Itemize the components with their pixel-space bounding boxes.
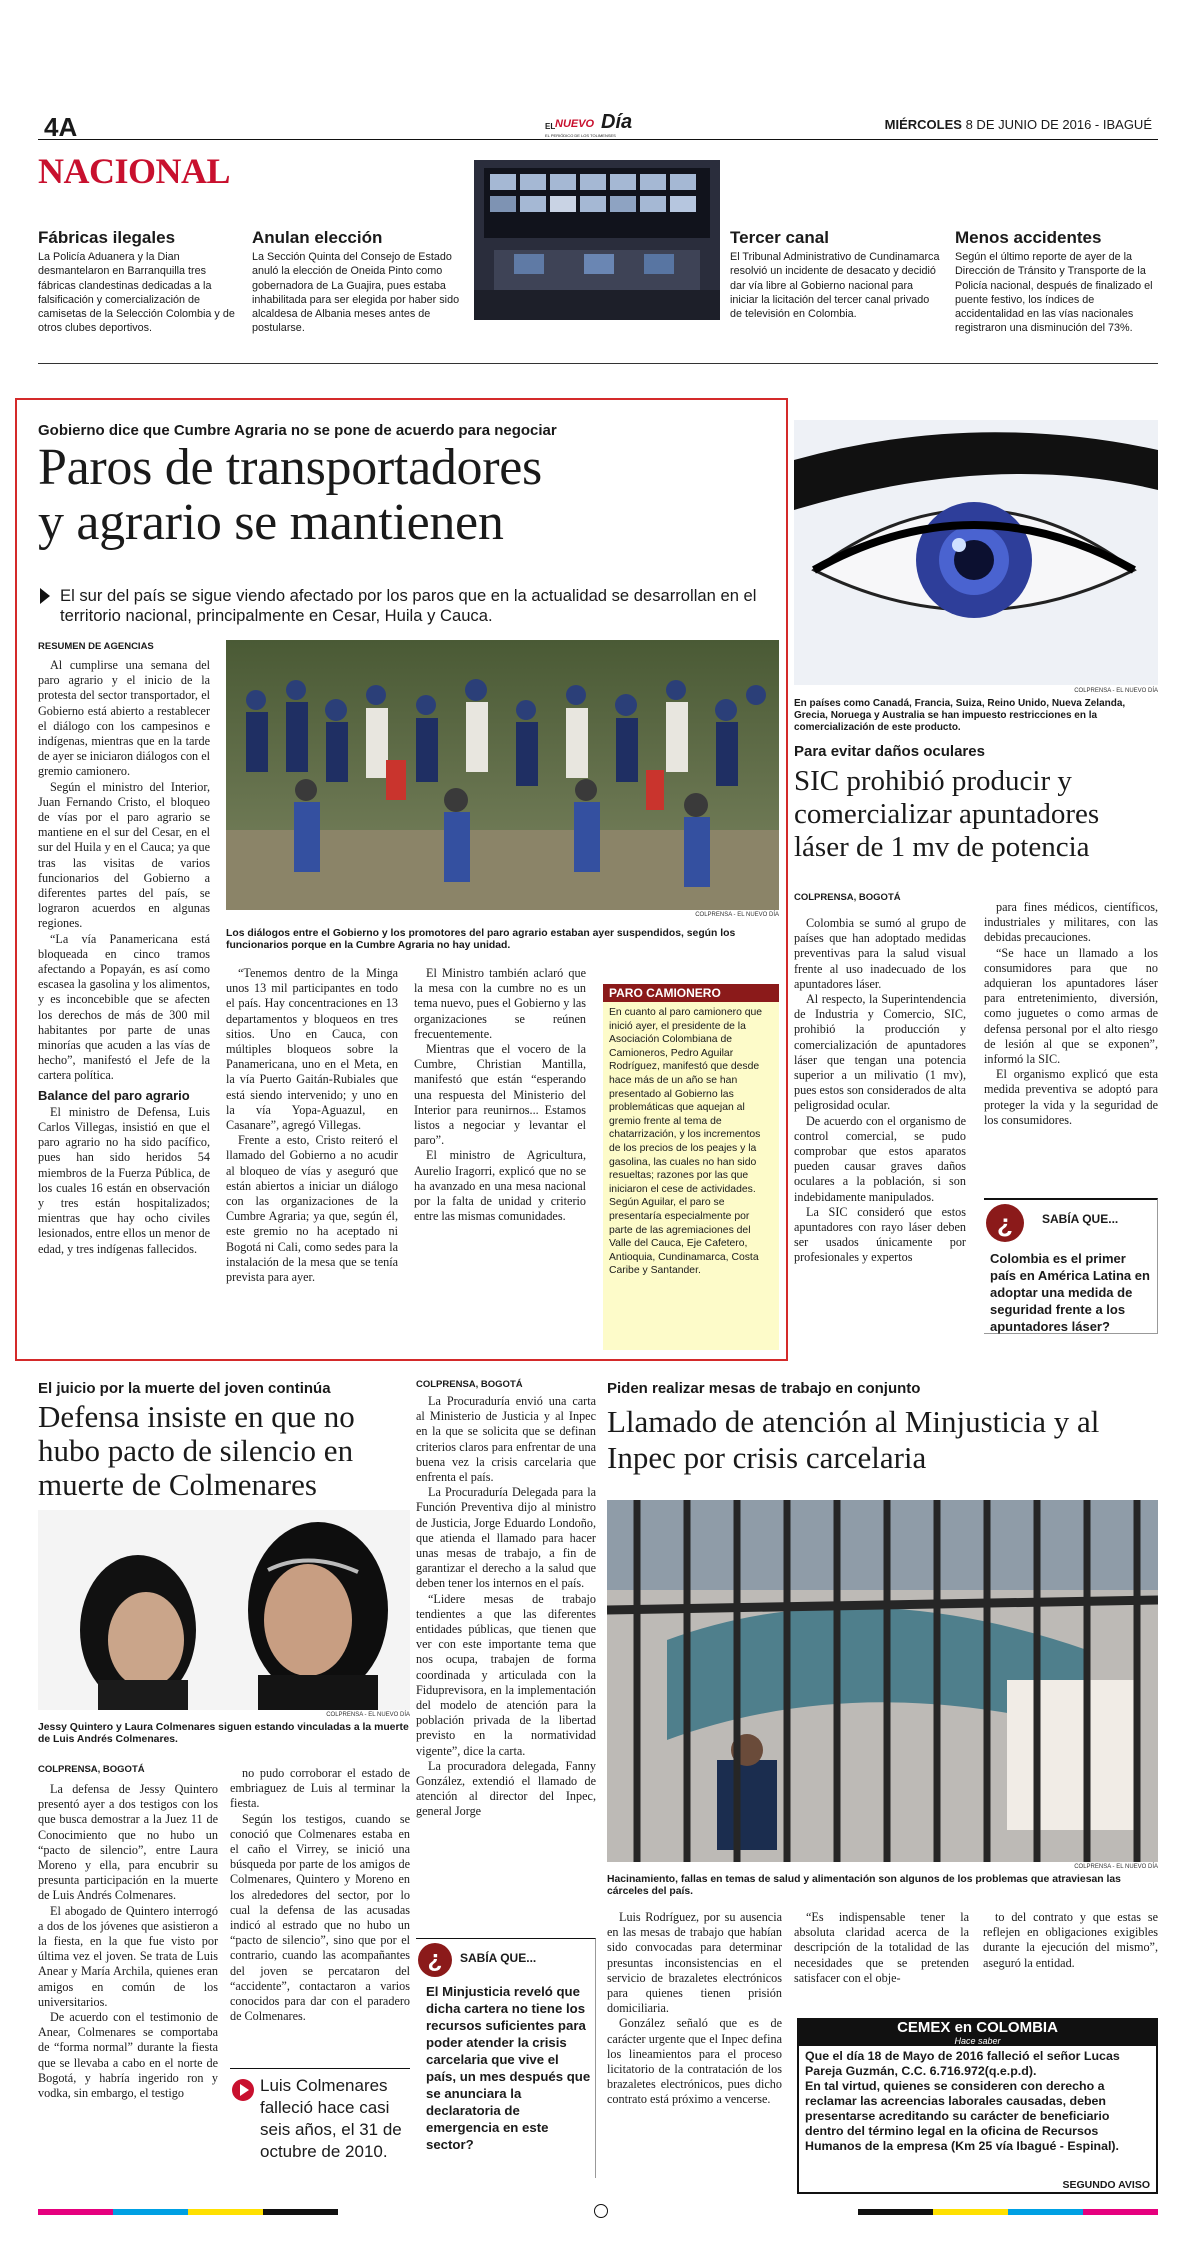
minjusticia-column-c [983,1910,1158,1971]
brief-text: La Sección Quinta del Consejo de Estado anuló la elección de Oneida Pinto como gobernadora de La Guajira, pues estaba inhabilitada para ser elegida por haber sido alcaldesa de Albania meses antes de postularse. [252,251,460,335]
minjusticia-headline: Llamado de atención al Minjusticia y al Inpec por crisis carcelaria [607,1404,1100,1475]
paragraph: “Lidere mesas de trabajo tendientes a que las diferentes entidades públicas, que tienen que ver con este importante tema que nos ocupa, trabajen de forma coordinada y articulada con la Fiduprevisora, en la implementación del modelo de atención para la población privada de la libertad previsto en la normatividad vigente”, dice la carta. [416,1591,596,1758]
issue-date [885,117,1152,132]
brief-title: Menos accidentes [955,228,1102,247]
colmenares-column-2 [230,1766,410,2024]
paragraph: La procuradora delegada, Fanny González, extendió el llamado de atención al director del Inpec, general Jorge [416,1758,596,1819]
subhead-balance: Balance del paro agrario [38,1087,190,1103]
main-kicker: Gobierno dice que Cumbre Agraria no se pone de acuerdo para negociar [38,422,557,439]
paragraph: no pudo corroborar el estado de embriaguez de Luis al terminar la fiesta. [230,1766,410,1811]
colmenares-callout [230,2068,410,2188]
notice-paragraph: En tal virtud, quienes se consideren con derecho a reclamar las acreencias laborales causadas, deben presentarse acreditando su carácter de beneficiario dentro del término legal en la oficina de Recursos Humanos de la empresa (Km 25 vía Ibagué - Espinal). [805,2079,1119,2153]
photo-caption: Hacinamiento, fallas en temas de salud y alimentación son algunos de los problemas que atraviesan las cárceles del país. [607,1874,1121,1898]
main-column-3 [414,966,586,1224]
minjusticia-left-column [416,1394,596,1820]
section-title: NACIONAL [38,151,231,191]
paragraph: to del contrato y que estas se reflejen en obligaciones exigibles durante la ejecución del mismo”, aseguró la entidad. [983,1910,1158,1970]
sic-headline: SIC prohibió producir y comercializar apuntadores láser de 1 mv de potencia [794,765,1100,863]
photo-caption: Jessy Quintero y Laura Colmenares siguen estando vinculadas a la muerte de Luis Andrés Colmenares. [38,1722,409,1746]
control-room-photo [474,160,720,320]
logo-el: EL [545,122,556,131]
paragraph: La Procuraduría envió una carta al Ministerio de Justicia y al Inpec en la que se solicita que se definan criterios claros para enfrentar de una buena vez la crisis carcelaria que enfrenta el país. [416,1394,596,1485]
photo-caption: Los diálogos entre el Gobierno y los promotores del paro agrario estaban ayer suspendidos, según los funcionarios porque en la Cumbre Agraria no hay unidad. [226,928,736,952]
minjusticia-byline: COLPRENSA, BOGOTÁ [416,1379,523,1390]
paragraph: Luis Rodríguez, por su ausencia en las mesas de trabajo que habían sido convocadas para determinar presuntas inconsistencias en el servicio de brazaletes electrónicos para quienes tienen prisión domiciliaria. [607,1910,782,2016]
minjusticia-sabia-box [416,1938,596,2178]
minjusticia-column-b [794,1910,969,1986]
logo-nuevo: NUEVO [555,118,595,130]
notice-text: Que el día 18 de Mayo de 2016 falleció el señor [805,2049,1084,2063]
callout-text: Luis Colmenares falleció hace casi seis años, el 31 de octubre de 2010. [260,2076,402,2161]
box-title: SABÍA QUE... [1042,1212,1119,1226]
box-text: Colombia es el primer país en América Latina en adoptar una medida de seguridad frente a los apuntadores láser? [990,1251,1150,1334]
paragraph: Según el ministro del Interior, Juan Fernando Cristo, el bloqueo de vías por el paro agrario se mantiene en el sur del Cesar, en el sur del Huila y en el Cauca; ya que tras las visitas de varios funcionarios del Gobierno a diferentes partes del país, se lograron acuerdos en algunas regiones. [38,779,210,931]
paragraph: La Procuraduría Delegada para la Función Preventiva dijo al ministro de Justicia, Jorge Eduardo Londoño, que atienda el llamado para hacer unas mesas de trabajo, a fin de garantizar el derecho a la salud que deben tener los internos en el país. [416,1485,596,1591]
paragraph: De acuerdo con el testimonio de Anear, Colmenares se comportaba de “forma normal” durante la fiesta que se llevaba a cabo en el norte de Bogotá, y habría ingerido ron y vodka, sin embargo, el testigo [38,2010,218,2101]
notice-brand: CEMEX en COLOMBIA [799,2020,1156,2036]
colmenares-kicker: El juicio por la muerte del joven continúa [38,1380,331,1397]
brief-title: Anulan elección [252,228,383,247]
brief-fabricas [38,228,243,336]
registration-mark-icon [594,2204,608,2218]
sidebar-body [603,1002,779,1282]
question-icon: ¿ [418,1943,452,1977]
question-icon: ¿ [986,1204,1024,1242]
protest-photo [226,640,779,910]
brief-menos-accidentes [955,228,1158,336]
brief-text: El Tribunal Administrativo de Cundinamarca resolvió un incidente de desacato y decidió dar vía libre al Gobierno nacional para iniciar la licitación del tercer canal privado de televisión en Colombia. [730,251,940,321]
sic-column-2 [984,900,1158,1128]
paragraph: La SIC consideró que estos apuntadores con rayo láser deben ser usados únicamente por profesionales y expertos [794,1204,966,1265]
photo-caption: En países como Canadá, Francia, Suiza, Reino Unido, Nueva Zelanda, Grecia, Noruega y Australia se han impuesto restricciones en la comercialización de este producto. [794,698,1126,733]
main-byline: RESUMEN DE AGENCIAS [38,641,154,652]
page-number: 4A [44,112,78,142]
notice-text: , C.C. 6.716.972 [894,2064,985,2078]
eye-photo [794,420,1158,685]
sic-byline: COLPRENSA, BOGOTÁ [794,892,901,903]
sidebar-paro-camionero [603,984,779,1350]
paragraph: “Tenemos dentro de la Minga unos 13 mil participantes en todo el país. Hay concentraciones en 13 departamentos y bloqueos en tres sitios. Uno en Cauca, con múltiples bloqueos sobre la Panamericana, uno en el Meta, en la vía Puerto Gaitán-Rubiales que está siendo intervenido; y uno en la vía Yopa-Aguazul, en Casanare”, agregó Villegas. [226,966,398,1133]
divider [38,363,1158,364]
paragraph: Frente a esto, Cristo reiteró el llamado del Gobierno a no acudir al bloqueo de vías y aseguró que están abiertos a iniciar un diálogo con las organizaciones de la Cumbre Agraria; ya que, según él, este gremio no ha aceptado ni Bogotá ni Cali, como sedes para la instalación de la mesa que se tenía prevista para ayer. [226,1133,398,1285]
colmenares-byline: COLPRENSA, BOGOTÁ [38,1764,145,1775]
main-column-2 [226,966,398,1285]
minjusticia-column-a [607,1910,782,2108]
arrow-circle-icon [232,2079,254,2101]
sic-sabia-box [984,1198,1158,1334]
brief-anulan [252,228,464,336]
paragraph: El Ministro también aclaró que la mesa con la cumbre no es un tema nuevo, pues el Gobierno y las organizaciones se reúnen frecuentemente. [414,966,586,1041]
paragraph: Al cumplirse una semana del paro agrario y el inicio de la protesta del sector transportador, el Gobierno está abierto a restablecer el diálogo con los campesinos e indígenas, mientras que en la tarde de ayer se iniciaron diálogos con el gremio camionero. [38,658,210,779]
paragraph: Según los testigos, cuando se conoció que Colmenares estaba en el caño el Virrey, se inició una búsqueda por parte de los amigos de Colmenares, Quintero y Moreno en los alrededores del sector, por lo cual la defensa de las acusadas indicó al estrado que no hubo un “pacto de silencio”, sino que por el contrario, cuando las acompañantes del joven se percataron del “accidente”, contactaron a varios conocidos para dar con el paradero de Colmenares. [230,1811,410,2024]
main-column-1 [38,658,210,1257]
paragraph: El abogado de Quintero interrogó a dos de los jóvenes que asistieron a la fiesta, en la que fue visto por última vez el joven. Se trata de Luis Anear y María Archila, quienes eran amigos en común de los universitarios. [38,1903,218,2009]
colmenares-photo [38,1510,410,1710]
colmenares-headline: Defensa insiste en que no hubo pacto de silencio en muerte de Colmenares [38,1399,355,1502]
deck-text: El sur del país se sigue viendo afectado por los paros que en la actualidad se desarrollan en el territorio nacional, principalmente en Cesar, Huila y Cauca. [60,586,757,625]
colmenares-column-1 [38,1782,218,2101]
photo-credit: COLPRENSA - EL NUEVO DÍA [695,912,779,918]
sic-kicker: Para evitar daños oculares [794,743,985,760]
paragraph: Mientras que el vocero de la Cumbre, Christian Mantilla, manifestó que están “esperando una respuesta del Ministerio del Interior para reunirnos... Estamos listos a negociar y levantar el paro”. [414,1042,586,1148]
paragraph: “Se hace un llamado a los consumidores para que no adquieran los apuntadores láser para entretenimiento, diversión, como juguetes o como armas de defensa personal por el alto riesgo de lesión al que se exponen”, informó la SIC. [984,945,1158,1067]
brief-text: La Policía Aduanera y la Dian desmantelaron en Barranquilla tres fábricas clandestinas dedicadas a la falsificación y comercialización de camisetas de la Selección Colombia y de otros clubes deportivos. [38,251,235,335]
notice-text: (q.e.p.d). [984,2064,1037,2078]
box-title: SABÍA QUE... [460,1951,537,1965]
paragraph: Colombia se sumó al grupo de países que han adoptado medidas preventivas para la salud visual frente al uso inadecuado de los apuntadores láser. [794,916,966,991]
brief-title: Fábricas ilegales [38,228,176,247]
photo-credit: COLPRENSA - EL NUEVO DÍA [1074,1864,1158,1870]
box-text: El Minjusticia reveló que dicha cartera no tiene los recursos suficientes para poder atender la crisis carcelaria que vive el país, un mes después que se anunciara la declaratoria de emergencia en este sector? [426,1984,591,2152]
paragraph: El ministro de Defensa, Luis Carlos Villegas, insistió en que el paro agrario no ha sido pacífico, pues han sido heridos 54 miembros de la Fuerza Pública, de los cuales 16 están en observación y tres están hospitalizados; mientras que hay ocho civiles lesionados, entre ellos un menor de edad, y tres indígenas fallecidos. [38,1104,210,1256]
page-header [38,112,1158,140]
notice-footer: SEGUNDO AVISO [1062,2179,1150,2191]
print-color-strip [38,2209,1158,2219]
logo-tagline: EL PERIÓDICO DE LOS TOLIMENSES [545,133,616,138]
notice-label: Hace saber [799,2036,1156,2046]
paragraph: para fines médicos, científicos, industriales y militares, con las debidas precauciones. [984,900,1158,945]
brief-text: Según el último reporte de ayer de la Dirección de Tránsito y Transporte de la Policía nacional, después de finalizado el puente festivo, los índices de accidentalidad en las vías nacionales registraron una disminución del 73%. [955,251,1153,335]
deck-arrow-icon [40,588,50,604]
cemex-notice [797,2018,1158,2194]
paragraph: “La vía Panamericana está bloqueada en cinco tramos afectando a Popayán, es así como escasea la gasolina y los alimentos, y es inconcebible que se afecten los derechos de más de 300 mil habitantes por parte de unas minorías que acuden a las vías de hecho”, manifestó el Jefe de la cartera política. [38,931,210,1083]
logo-dia: Día [601,111,633,133]
paragraph: De acuerdo con el organismo de control comercial, se pudo comprobar que estos aparatos pueden causar graves daños oculares a la población, si son indebidamente manipulados. [794,1113,966,1204]
paragraph: González señaló que es de carácter urgente que el Inpec defina los lineamientos para el proceso licitatorio de la contratación de los brazaletes electrónicos, pues dicho contrato está próximo a vencerse. [607,2016,782,2107]
paragraph: “Es indispensable tener la absoluta claridad acerca de la descripción de la totalidad de las necesidades que se pretenden satisfacer con el obje- [794,1910,969,1985]
paragraph: El ministro de Agricultura, Aurelio Iragorri, explicó que no se ha avanzado en una mesa nacional por la falta de unidad y criterio entre las mismas comunidades. [414,1148,586,1224]
sidebar-title: PARO CAMIONERO [603,984,779,1002]
main-headline [38,440,542,550]
paragraph: La defensa de Jessy Quintero presentó ayer a dos testigos con los que busca demostrar a la Juez 11 de Conocimiento que no hubo un “pacto de silencio”, entre Laura Moreno y ella, para encubrir su presunta participación en la muerte de Luis Andrés Colmenares. [38,1782,218,1903]
brief-tercer-canal [730,228,942,321]
headline-line-2: y agrario se mantienen [38,494,504,551]
sidebar-paragraph: Según Aguilar, el paro se presentaría especialmente por parte de las agremiaciones del Valle del Cauca, Eje Cafetero, Antioquia, Cundinamarca, Costa Caribe y Santander. [609,1197,759,1277]
masthead-logo [545,111,685,140]
notice-name: Lucas Pareja Guzmán [805,2049,1120,2078]
paragraph: El organismo explicó que esta medida preventiva se adoptó para proteger la vida y la seguridad de los consumidores. [984,1067,1158,1127]
brief-title: Tercer canal [730,228,829,247]
date-rest: 8 DE JUNIO DE 2016 - IBAGUÉ [965,117,1152,132]
headline-line-1: Paros de transportadores [38,439,542,496]
date-day: MIÉRCOLES [884,117,962,132]
notice-body [799,2046,1156,2154]
minjusticia-kicker: Piden realizar mesas de trabajo en conjunto [607,1380,921,1397]
photo-credit: COLPRENSA - EL NUEVO DÍA [326,1712,410,1718]
sidebar-paragraph: En cuanto al paro camionero que inició ayer, el presidente de la Asociación Colombiana de Camioneros, Pedro Aguilar Rodríguez, manifestó que desde hace más de un año se han presentado al Gobierno las problemáticas que aquejan al gremio frente al tema de chatarrización, y los incrementos de los precios de los peajes y la gasolina, las cuales no han sido resueltas; razones por las que iniciaron el cese de actividades. [609,1007,763,1195]
prison-photo [607,1500,1158,1862]
photo-credit: COLPRENSA - EL NUEVO DÍA [1074,688,1158,694]
sic-column-1 [794,916,966,1266]
main-deck [38,586,782,626]
paragraph: Al respecto, la Superintendencia de Industria y Comercio, SIC, prohibió la producción y comercialización de apuntadores láser que tengan una potencia superior a un milivatio (1 mv), pues estos son considerados de alta peligrosidad ocular. [794,992,966,1113]
